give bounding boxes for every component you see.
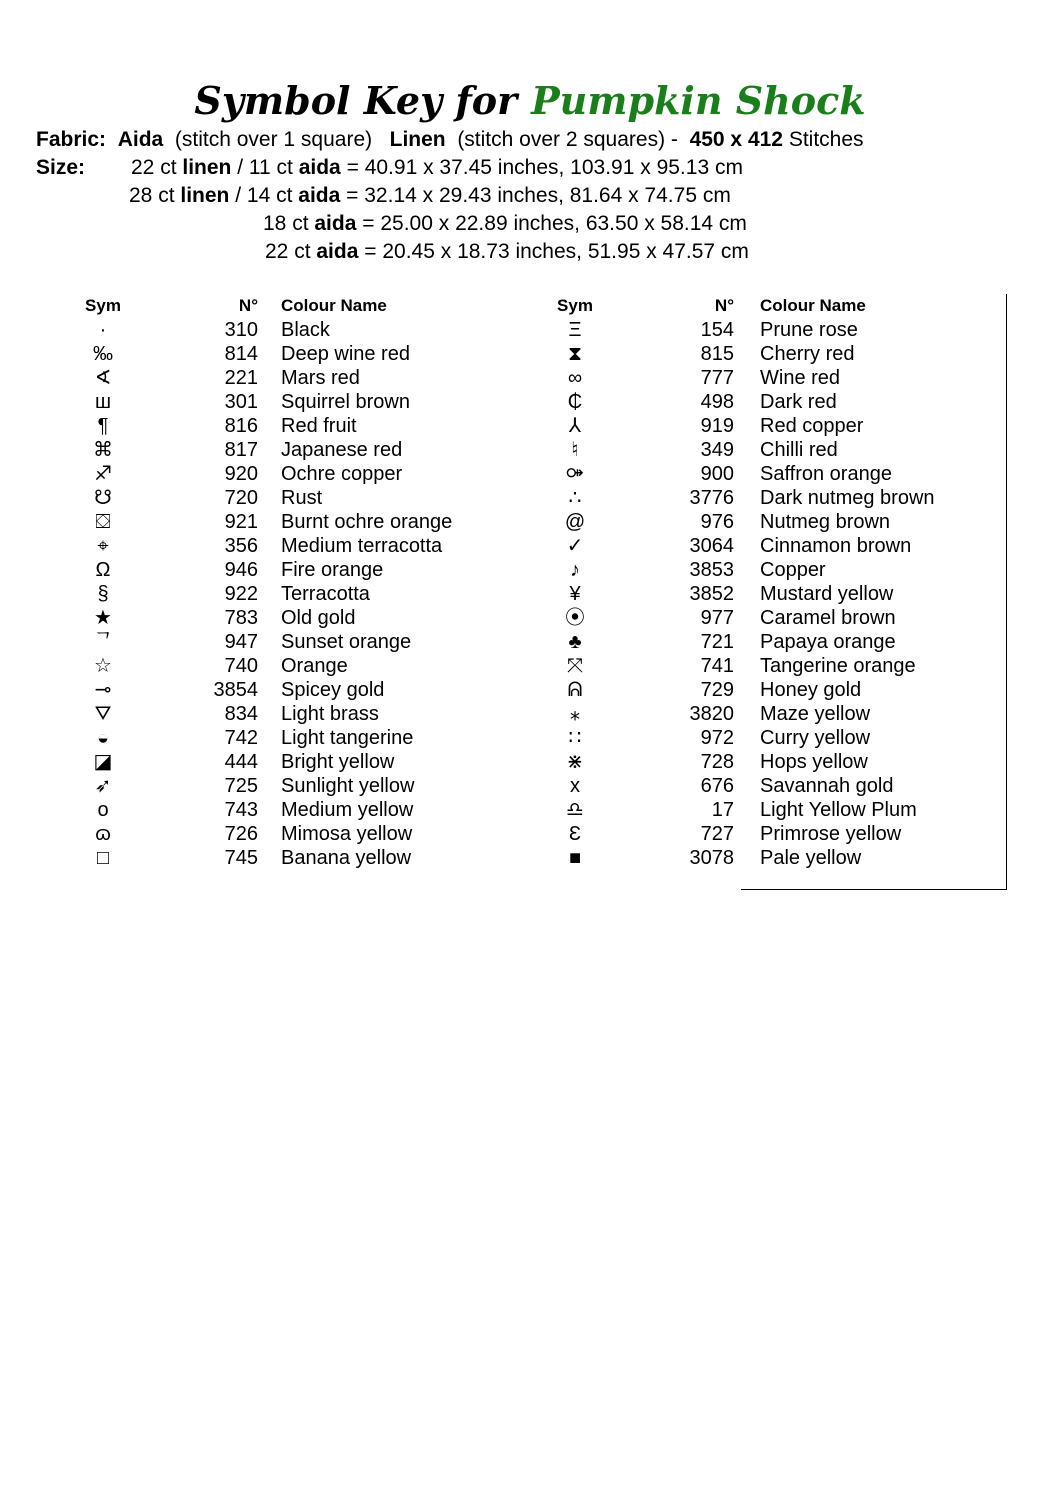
size-row-2-aida: aida: [298, 184, 341, 207]
symbol-icon: ♮: [571, 439, 579, 461]
symbol-icon: ⌖: [97, 535, 109, 557]
colour-name: Terracotta: [281, 583, 370, 605]
legend-row: [0, 462, 1060, 486]
thread-number: 922: [224, 583, 258, 605]
symbol-icon: ∴: [568, 487, 582, 509]
thread-number: 814: [224, 343, 258, 365]
colour-name: Cinnamon brown: [760, 535, 912, 557]
legend-row: [0, 798, 1060, 822]
size-row-1-linen: linen: [182, 156, 232, 179]
thread-number: 720: [224, 487, 258, 509]
thread-number: 221: [224, 367, 258, 389]
colour-name: Medium yellow: [281, 799, 414, 821]
thread-number: 815: [700, 343, 734, 365]
thread-number: 721: [700, 631, 734, 653]
symbol-icon: ☋: [94, 487, 112, 509]
symbol-icon: ➶: [94, 775, 112, 797]
size-row-4: [265, 239, 749, 265]
size-row-3-dims: = 25.00 x 22.89 inches, 63.50 x 58.14 cm: [362, 212, 747, 235]
symbol-icon: ⛛: [94, 703, 112, 725]
colour-name: Copper: [760, 559, 826, 581]
fabric-label: Fabric:: [36, 128, 107, 151]
symbol-icon: ᕱ: [567, 679, 583, 701]
header-sym: Sym: [85, 296, 121, 315]
thread-number: 972: [700, 727, 734, 749]
fabric-stitches: 450 x 412: [689, 128, 783, 151]
size-row-1-dims: = 40.91 x 37.45 inches, 103.91 x 95.13 cm: [346, 156, 743, 179]
thread-number: 498: [700, 391, 734, 413]
size-row-2-ct: 28 ct: [129, 184, 175, 207]
thread-number: 946: [224, 559, 258, 581]
legend-row: [0, 774, 1060, 798]
thread-number: 920: [224, 463, 258, 485]
symbol-icon: ·: [99, 319, 107, 341]
legend-row: [0, 534, 1060, 558]
symbol-icon: ⁎: [570, 703, 580, 725]
legend-row: [0, 846, 1060, 870]
thread-number: 301: [224, 391, 258, 413]
colour-name: Honey gold: [760, 679, 862, 701]
symbol-icon: ♣: [568, 631, 582, 653]
legend-row: [0, 342, 1060, 366]
thread-number: 900: [700, 463, 734, 485]
thread-number: 3853: [689, 559, 734, 581]
colour-name: Sunset orange: [281, 631, 412, 653]
thread-number: 777: [700, 367, 734, 389]
symbol-icon: ¶: [97, 415, 109, 437]
thread-number: 729: [700, 679, 734, 701]
thread-number: 816: [224, 415, 258, 437]
symbol-icon: ⅄: [568, 415, 582, 437]
legend-right-rows: [0, 318, 1060, 870]
header-name: Colour Name: [760, 296, 866, 315]
header-sym: Sym: [557, 296, 593, 315]
colour-name: Pale yellow: [760, 847, 862, 869]
symbol-icon: ¥: [569, 583, 581, 605]
thread-number: 741: [700, 655, 734, 677]
thread-number: 745: [224, 847, 258, 869]
thread-number: 3820: [689, 703, 734, 725]
table-right-border: [1006, 294, 1007, 890]
header-num: N°: [714, 296, 734, 315]
symbol-icon: ⧗: [567, 343, 583, 365]
symbol-icon: ⦿: [565, 607, 585, 629]
thread-number: 817: [224, 439, 258, 461]
thread-number: 727: [700, 823, 734, 845]
colour-name: Tangerine orange: [760, 655, 916, 677]
legend-right-header: [0, 294, 1060, 318]
legend-row: [0, 702, 1060, 726]
legend-row: [0, 822, 1060, 846]
thread-number: 977: [700, 607, 734, 629]
symbol-icon: ∞: [567, 367, 583, 389]
colour-name: Japanese red: [281, 439, 403, 461]
symbol-icon: ♪: [570, 559, 580, 581]
fabric-aida-note: (stitch over 1 square): [174, 128, 373, 151]
symbol-icon: o: [97, 799, 109, 821]
thread-number: 444: [224, 751, 258, 773]
thread-number: 310: [224, 319, 258, 341]
thread-number: 728: [700, 751, 734, 773]
symbol-icon: ⋇: [566, 751, 584, 773]
symbol-icon: □: [96, 847, 110, 869]
fabric-linen-note: (stitch over 2 squares) -: [457, 128, 678, 151]
legend-row: [0, 726, 1060, 750]
colour-name: Savannah gold: [760, 775, 894, 797]
thread-number: 726: [224, 823, 258, 845]
legend-row: [0, 510, 1060, 534]
colour-name: Spicey gold: [281, 679, 385, 701]
fabric-linen: Linen: [389, 128, 446, 151]
symbol-icon: ₵: [567, 391, 583, 413]
colour-name: Light tangerine: [281, 727, 414, 749]
colour-name: Maze yellow: [760, 703, 871, 725]
symbol-icon: ∷: [568, 727, 582, 749]
legend-row: [0, 630, 1060, 654]
colour-name: Hops yellow: [760, 751, 868, 773]
colour-name: Saffron orange: [760, 463, 892, 485]
thread-number: 921: [224, 511, 258, 533]
thread-number: 783: [224, 607, 258, 629]
symbol-icon: ɷ: [95, 823, 111, 845]
size-row-3: [263, 211, 747, 237]
thread-number: 3064: [689, 535, 734, 557]
legend-row: [0, 438, 1060, 462]
symbol-icon: ★: [94, 607, 112, 629]
size-row-1-sep: / 11 ct: [237, 156, 293, 179]
legend-row: [0, 606, 1060, 630]
colour-name: Cherry red: [760, 343, 855, 365]
colour-name: Dark nutmeg brown: [760, 487, 935, 509]
symbol-icon: @: [564, 511, 586, 533]
thread-number: 919: [700, 415, 734, 437]
legend-row: [0, 582, 1060, 606]
thread-number: 740: [224, 655, 258, 677]
colour-name: Nutmeg brown: [760, 511, 891, 533]
colour-name: Light brass: [281, 703, 379, 725]
symbol-icon: ⤧: [567, 655, 583, 677]
size-row-1-ct: 22 ct: [131, 156, 177, 179]
colour-name: Deep wine red: [281, 343, 410, 365]
colour-name: Squirrel brown: [281, 391, 410, 413]
legend-row: [0, 486, 1060, 510]
pattern-name: Pumpkin Shock: [531, 78, 866, 123]
symbol-icon: ∢: [94, 367, 112, 389]
size-row-1-aida: aida: [298, 156, 341, 179]
colour-name: Mimosa yellow: [281, 823, 413, 845]
thread-number: 3852: [689, 583, 734, 605]
size-label: [36, 155, 85, 181]
fabric-stitches-label: Stitches: [788, 128, 864, 151]
thread-number: 3854: [213, 679, 258, 701]
colour-name: Dark red: [760, 391, 837, 413]
symbol-icon: ■: [568, 847, 582, 869]
thread-number: 154: [700, 319, 734, 341]
symbol-icon: ⊸: [94, 679, 112, 701]
colour-name: Black: [281, 319, 330, 341]
colour-name: Light Yellow Plum: [760, 799, 917, 821]
colour-name: Rust: [281, 487, 323, 509]
colour-name: Mustard yellow: [760, 583, 894, 605]
legend-row: [0, 654, 1060, 678]
symbol-icon: ‰: [93, 343, 113, 365]
colour-name: Red fruit: [281, 415, 357, 437]
legend-row: [0, 366, 1060, 390]
symbol-icon: ♎: [566, 799, 584, 821]
thread-number: 834: [224, 703, 258, 725]
colour-name: Prune rose: [760, 319, 858, 341]
colour-name: Chilli red: [760, 439, 838, 461]
thread-number: 3078: [689, 847, 734, 869]
symbol-icon: ⚩: [566, 463, 584, 485]
symbol-icon: ⌘: [93, 439, 113, 461]
size-row-4-dims: = 20.45 x 18.73 inches, 51.95 x 47.57 cm: [364, 240, 749, 263]
thread-number: 742: [224, 727, 258, 749]
colour-name: Burnt ochre orange: [281, 511, 453, 533]
size-row-2-dims: = 32.14 x 29.43 inches, 81.64 x 74.75 cm: [346, 184, 731, 207]
symbol-icon: §: [97, 583, 109, 605]
colour-name: Papaya orange: [760, 631, 896, 653]
thread-number: 947: [224, 631, 258, 653]
legend-row: [0, 750, 1060, 774]
thread-number: 725: [224, 775, 258, 797]
header-num: N°: [238, 296, 258, 315]
size-row-2-sep: / 14 ct: [235, 184, 293, 207]
symbol-icon: Ω: [95, 559, 111, 581]
colour-name: Orange: [281, 655, 348, 677]
colour-name: Primrose yellow: [760, 823, 902, 845]
symbol-icon: ◪: [93, 751, 113, 773]
size-row-4-aida: aida: [316, 240, 359, 263]
colour-name: Ochre copper: [281, 463, 403, 485]
symbol-icon: ☆: [94, 655, 112, 677]
legend-row: [0, 678, 1060, 702]
colour-name: Caramel brown: [760, 607, 896, 629]
colour-name: Old gold: [281, 607, 356, 629]
size-row-2: [129, 183, 731, 209]
symbol-icon: ♐: [94, 463, 112, 485]
colour-name: Banana yellow: [281, 847, 412, 869]
legend-right-column: [0, 294, 1060, 870]
colour-name: Curry yellow: [760, 727, 871, 749]
size-label-text: Size:: [36, 156, 86, 179]
symbol-icon: Ɛ: [568, 823, 582, 845]
colour-name: Sunlight yellow: [281, 775, 415, 797]
legend-row: [0, 318, 1060, 342]
colour-name: Mars red: [281, 367, 360, 389]
colour-name: Fire orange: [281, 559, 384, 581]
thread-number: 349: [700, 439, 734, 461]
symbol-icon: x: [570, 775, 580, 797]
fabric-line: [36, 127, 864, 153]
table-bottom-border: [741, 889, 1007, 890]
symbol-icon: ◒: [96, 727, 110, 749]
colour-name: Wine red: [760, 367, 841, 389]
fabric-aida: Aida: [117, 128, 164, 151]
size-row-2-linen: linen: [180, 184, 230, 207]
symbol-icon: ✓: [566, 535, 584, 557]
symbol-icon: ⛋: [95, 511, 111, 533]
colour-name: Red copper: [760, 415, 864, 437]
thread-number: 976: [700, 511, 734, 533]
symbol-icon: Ξ: [568, 319, 582, 341]
symbol-icon: ᄀ: [93, 631, 113, 653]
size-row-3-ct: 18 ct: [263, 212, 309, 235]
size-row-3-aida: aida: [314, 212, 357, 235]
thread-number: 3776: [689, 487, 734, 509]
colour-name: Medium terracotta: [281, 535, 443, 557]
size-row-4-ct: 22 ct: [265, 240, 311, 263]
size-row-1: [131, 155, 743, 181]
thread-number: 17: [711, 799, 734, 821]
symbol-icon: ш: [94, 391, 112, 413]
legend-row: [0, 390, 1060, 414]
header-name: Colour Name: [281, 296, 387, 315]
legend-row: [0, 414, 1060, 438]
thread-number: 676: [700, 775, 734, 797]
thread-number: 743: [224, 799, 258, 821]
thread-number: 356: [224, 535, 258, 557]
colour-name: Bright yellow: [281, 751, 395, 773]
page-title: [0, 78, 1060, 123]
title-prefix: Symbol Key for: [194, 78, 518, 123]
legend-row: [0, 558, 1060, 582]
